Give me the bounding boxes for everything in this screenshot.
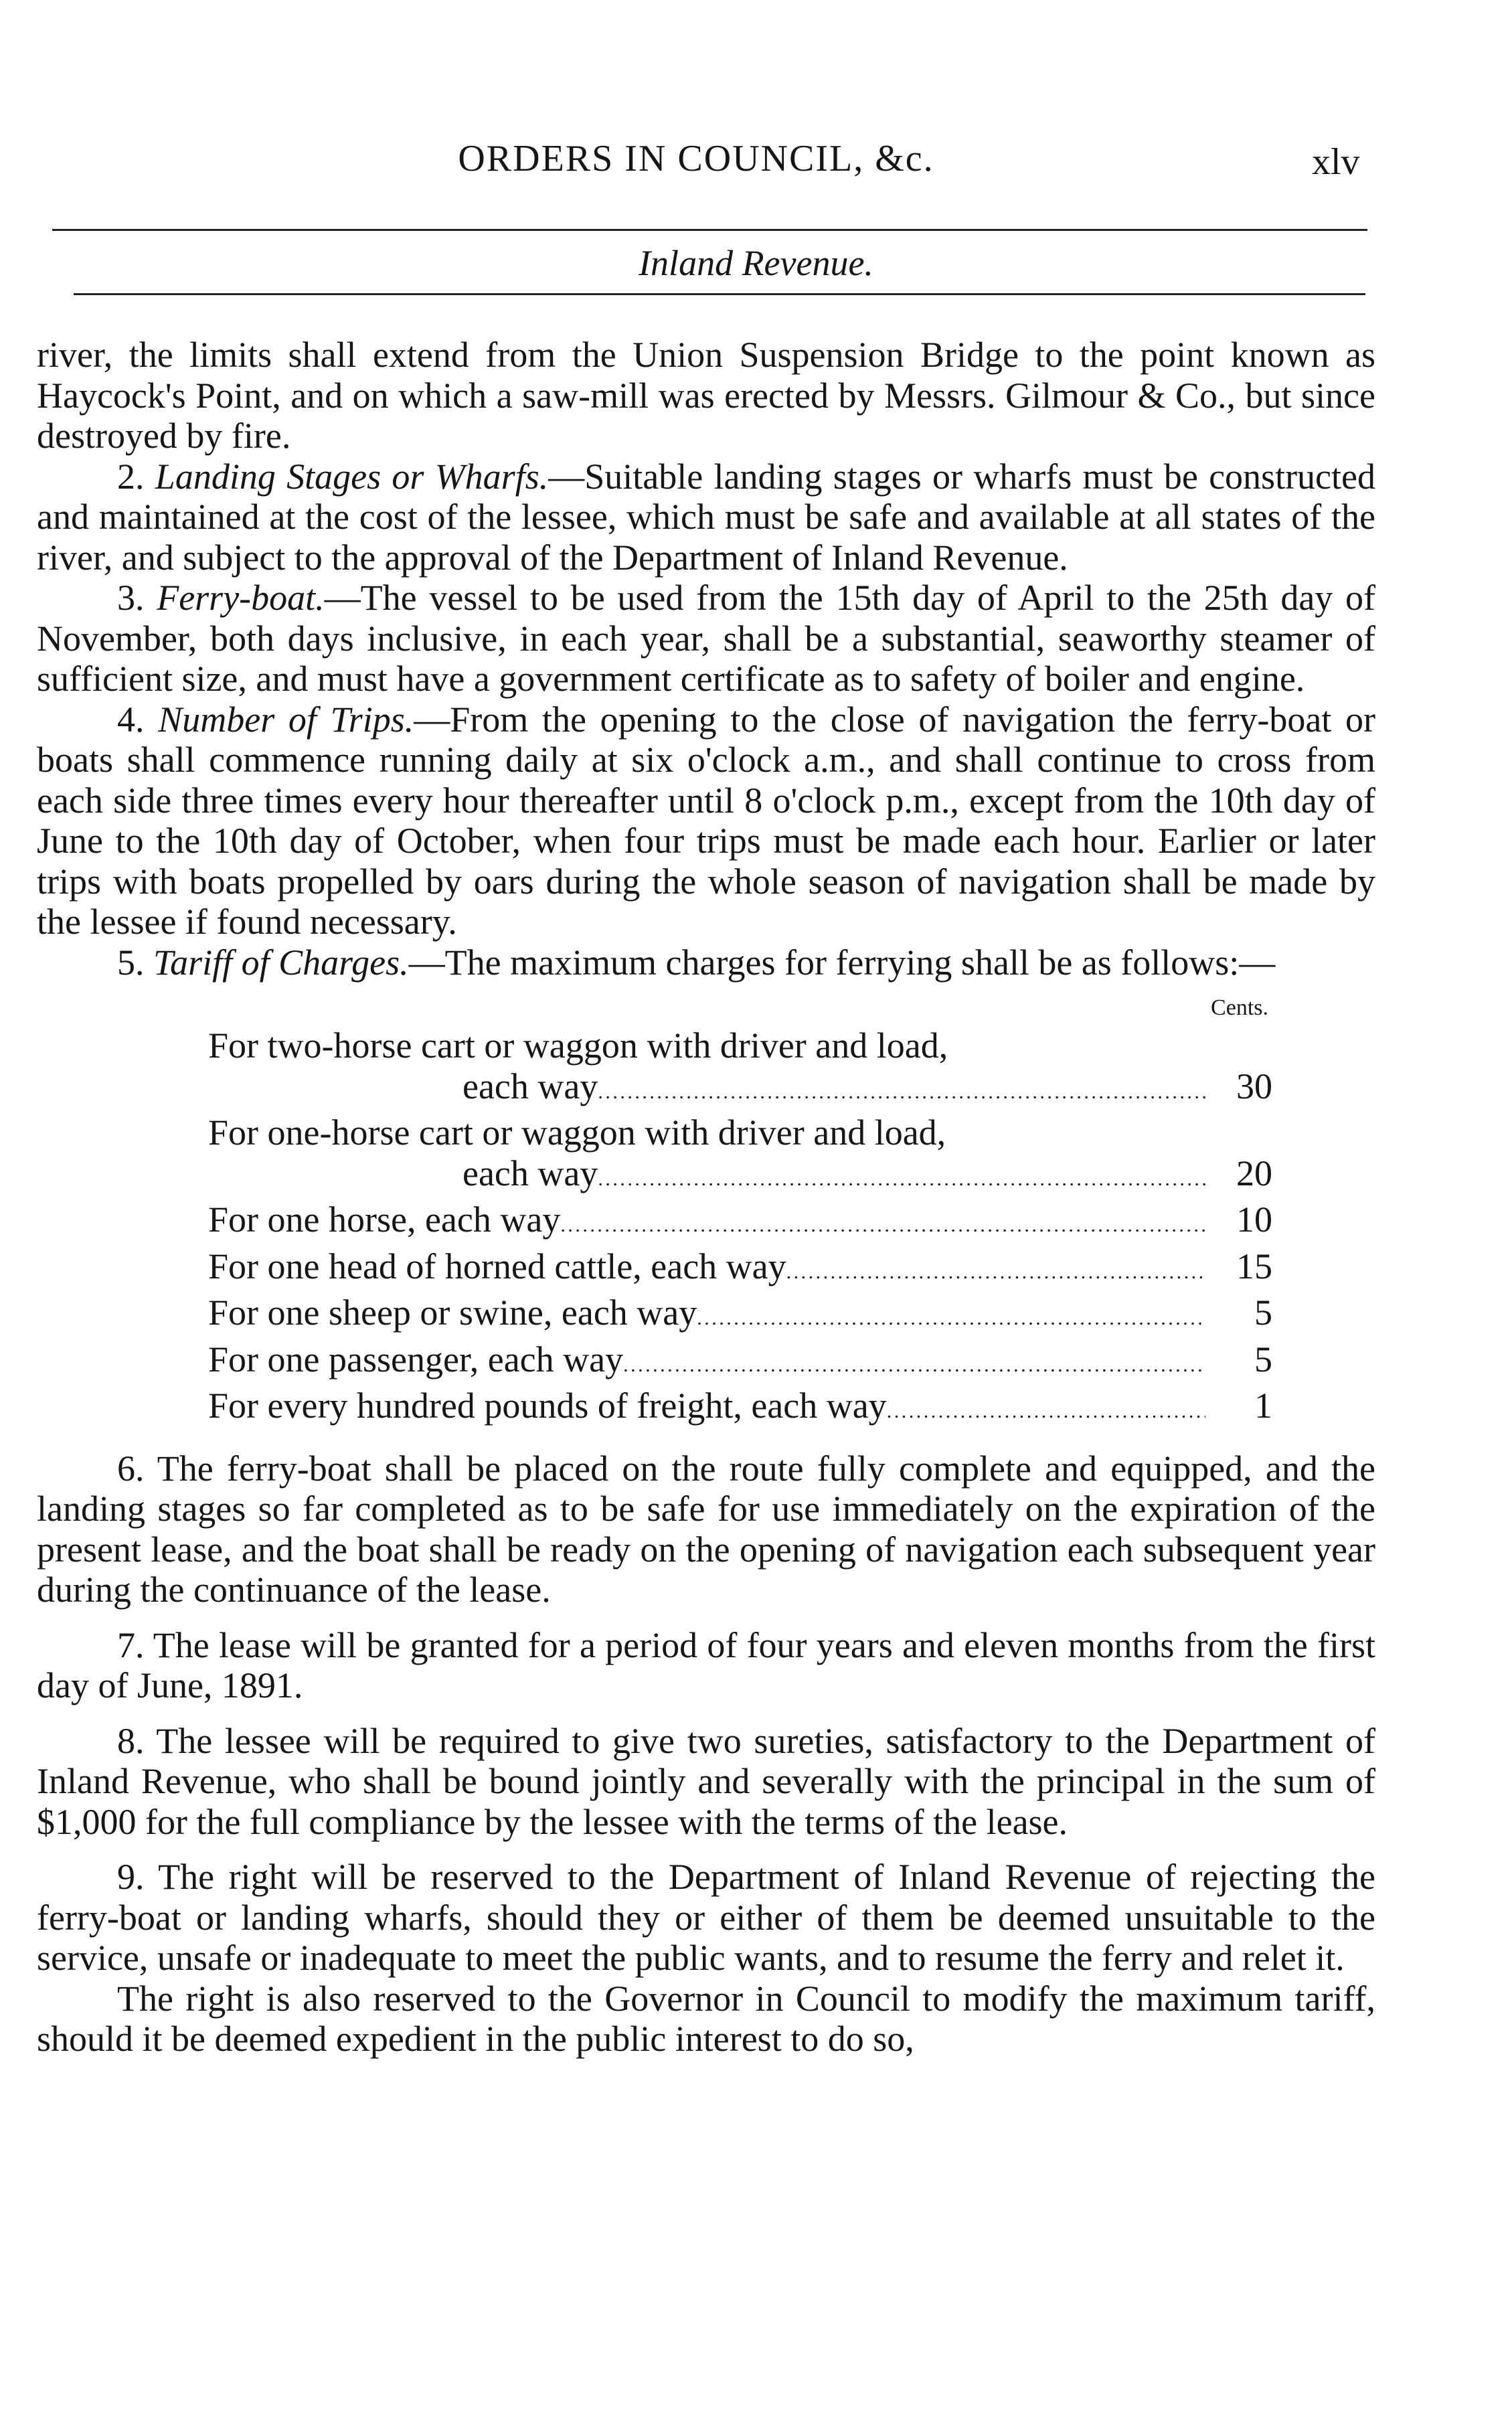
dot-leader [697,1292,1205,1339]
dot-leader [598,1066,1205,1113]
tariff-row-2 [208,1153,1272,1200]
paragraph-3 [37,578,1375,699]
paragraph-7: 7. The lease will be granted for a period of four years and eleven months from the first day of June, 1891. [37,1624,1375,1705]
dot-leader [560,1199,1205,1246]
tariff-row-2-value: 20 [1236,1153,1272,1193]
paragraph-9: 9. The right will be reserved to the Department of Inland Revenue of rejecting the ferry-boat or landing wharfs, should they or either of them be deemed unsuitable to the service, unsafe or inadequate to meet the public wants, and to resume the ferry and relet it. [37,1857,1375,1978]
tariff-table [37,991,1375,1432]
tariff-row-5-value: 5 [1254,1292,1272,1333]
dot-leader [598,1153,1205,1200]
paragraph-2-number: 2. [117,456,145,497]
paragraph-5-heading: Tariff of Charges. [153,942,409,983]
header-rule-bottom [74,293,1365,295]
dot-leader [786,1246,1205,1293]
running-header-title: ORDERS IN COUNCIL, &c. [458,138,934,179]
paragraph-5-number: 5. [117,942,145,983]
paragraph-3-number: 3. [117,578,145,618]
paragraph-3-text: —The vessel to be used from the 15th day of April to the 25th day of November, both days inclusive, in each year, shall be a substantial, seaworthy steamer of sufficient size, and must have a government certificate as to safety of boiler and engine. [37,578,1376,699]
paragraph-6: 6. The ferry-boat shall be placed on the route fully complete and equipped, and the landing stages so far completed as to be safe for use immediately on the expiration of the present lease, and the boat shall be ready on the opening of navigation each subsequent year during the continuance of the lease. [37,1448,1375,1610]
tariff-row-5-label: For one sheep or swine, each way [208,1292,697,1333]
section-title: Inland Revenue. [639,243,873,283]
paragraph-1: river, the limits shall extend from the Union Suspension Bridge to the point known as Haycock's Point, and on which a saw-mill was erected by Messrs. Gilmour & Co., but since destroyed by fire. [37,335,1375,456]
header-rule-top [52,229,1367,231]
tariff-row-6-label: For one passenger, each way [208,1339,624,1379]
tariff-row-2-label: each way [463,1153,598,1193]
tariff-unit-header: Cents. [1211,995,1268,1020]
tariff-row-1-line1: For two-horse cart or waggon with driver and load, [208,1025,948,1066]
page-number: xlv [1312,141,1360,183]
paragraph-5-text: —The maximum charges for ferrying shall be as follows:— [408,942,1276,983]
paragraph-2 [37,456,1375,578]
tariff-row-6 [208,1339,1272,1386]
dot-leader [623,1339,1205,1386]
tariff-row-7 [208,1386,1272,1432]
paragraph-2-text: —Suitable landing stages or wharfs must be constructed and maintained at the cost of the lessee, which must be safe and available at all states of the river, and subject to the approval of the Department of Inland Revenue. [37,456,1375,578]
tariff-row-4 [208,1246,1272,1293]
tariff-row-5 [208,1292,1272,1339]
tariff-row-3-label: For one horse, each way [208,1199,561,1240]
tariff-row-4-value: 15 [1236,1246,1272,1286]
paragraph-4-heading: Number of Trips. [158,699,414,740]
paragraph-5 [37,942,1375,983]
dot-leader [887,1386,1205,1432]
tariff-row-7-value: 1 [1254,1386,1272,1426]
body-text [37,335,1375,2060]
tariff-row-3-value: 10 [1236,1199,1272,1240]
tariff-row-7-label: For every hundred pounds of freight, each way [208,1386,887,1426]
paragraph-4-text: —From the opening to the close of navigation the ferry-boat or boats shall commence running daily at six o'clock a.m., and shall continue to cross from each side three times every hour thereafter until 8 o'clock p.m., except from the 10th day of June to the 10th day of October, when four trips must be made each hour. Earlier or later trips with boats propelled by oars during the whole season of navigation shall be made by the lessee if found necessary. [37,699,1375,942]
paragraph-10: The right is also reserved to the Governor in Council to modify the maximum tariff, should it be deemed expedient in the public interest to do so, [37,1978,1375,2059]
tariff-row-1-value: 30 [1236,1066,1272,1106]
tariff-row-1-label: each way [463,1066,598,1106]
tariff-row-3 [208,1199,1272,1246]
paragraph-3-heading: Ferry-boat. [157,578,325,618]
tariff-row-6-value: 5 [1254,1339,1272,1379]
tariff-row-2-line1: For one-horse cart or waggon with driver and load, [208,1112,946,1153]
paragraph-4-number: 4. [117,699,145,740]
paragraph-4 [37,699,1375,942]
paragraph-2-heading: Landing Stages or Wharfs. [155,456,549,497]
tariff-row-4-label: For one head of horned cattle, each way [208,1246,786,1286]
tariff-row-1 [208,1066,1272,1113]
paragraph-8: 8. The lessee will be required to give two sureties, satisfactory to the Department of Inland Revenue, who shall be bound jointly and severally with the principal in the sum of $1,000 for the full compliance by the lessee with the terms of the lease. [37,1720,1375,1842]
